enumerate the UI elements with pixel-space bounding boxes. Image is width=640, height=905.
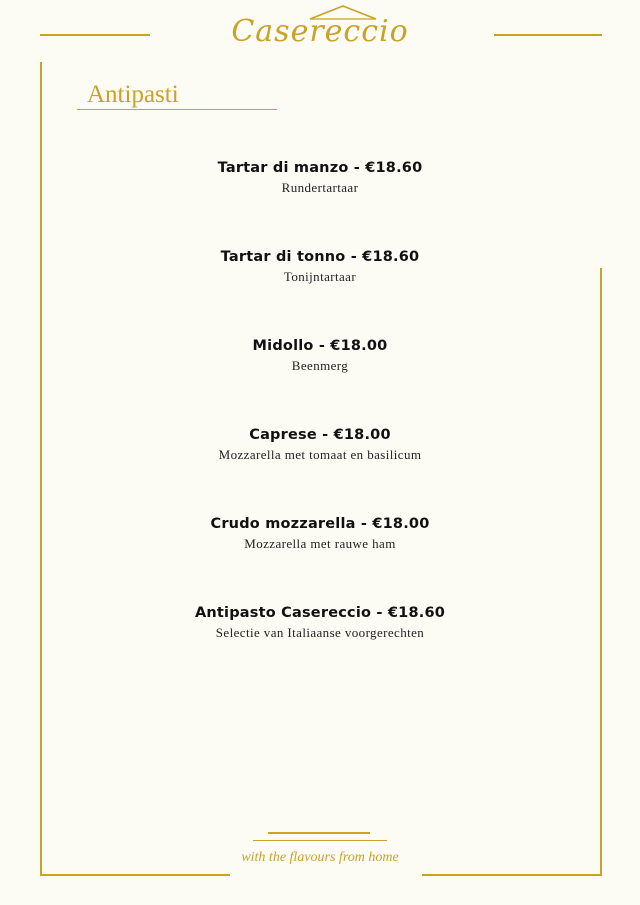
menu-item-description: Mozzarella met tomaat en basilicum <box>218 447 422 462</box>
menu-item-title: Antipasto Casereccio - €18.60 <box>194 605 446 621</box>
right-border-rule <box>600 268 602 876</box>
menu-item-title: Crudo mozzarella - €18.00 <box>210 516 430 532</box>
left-border-rule <box>40 62 42 876</box>
section-title: Antipasti <box>87 81 179 108</box>
menu-item-title: Midollo - €18.00 <box>252 338 388 354</box>
menu-list <box>120 157 520 691</box>
menu-item-title: Tartar di manzo - €18.60 <box>217 160 423 176</box>
footer-upper-rule <box>268 832 370 834</box>
tagline: with the flavours from home <box>241 850 399 865</box>
top-right-rule <box>494 34 602 36</box>
menu-item-description: Mozzarella met rauwe ham <box>244 536 396 551</box>
menu-item <box>120 335 520 424</box>
menu-item <box>120 246 520 335</box>
menu-item <box>120 424 520 513</box>
menu-item-description: Beenmerg <box>291 358 349 373</box>
menu-item-description: Selectie van Italiaanse voorgerechten <box>215 625 425 640</box>
menu-item <box>120 602 520 691</box>
top-left-rule <box>40 34 150 36</box>
menu-item-title: Tartar di tonno - €18.60 <box>220 249 420 265</box>
section-title-underline <box>77 109 277 110</box>
bottom-right-rule <box>422 874 602 876</box>
brand-logo <box>230 4 410 56</box>
menu-item-description: Rundertartaar <box>281 180 359 195</box>
logo-text: Casereccio <box>231 14 409 49</box>
menu-item <box>120 513 520 602</box>
menu-item-title: Caprese - €18.00 <box>249 427 391 443</box>
footer-lower-rule <box>253 840 387 841</box>
menu-item <box>120 157 520 246</box>
menu-item-description: Tonijntartaar <box>283 269 357 284</box>
bottom-left-rule <box>40 874 230 876</box>
